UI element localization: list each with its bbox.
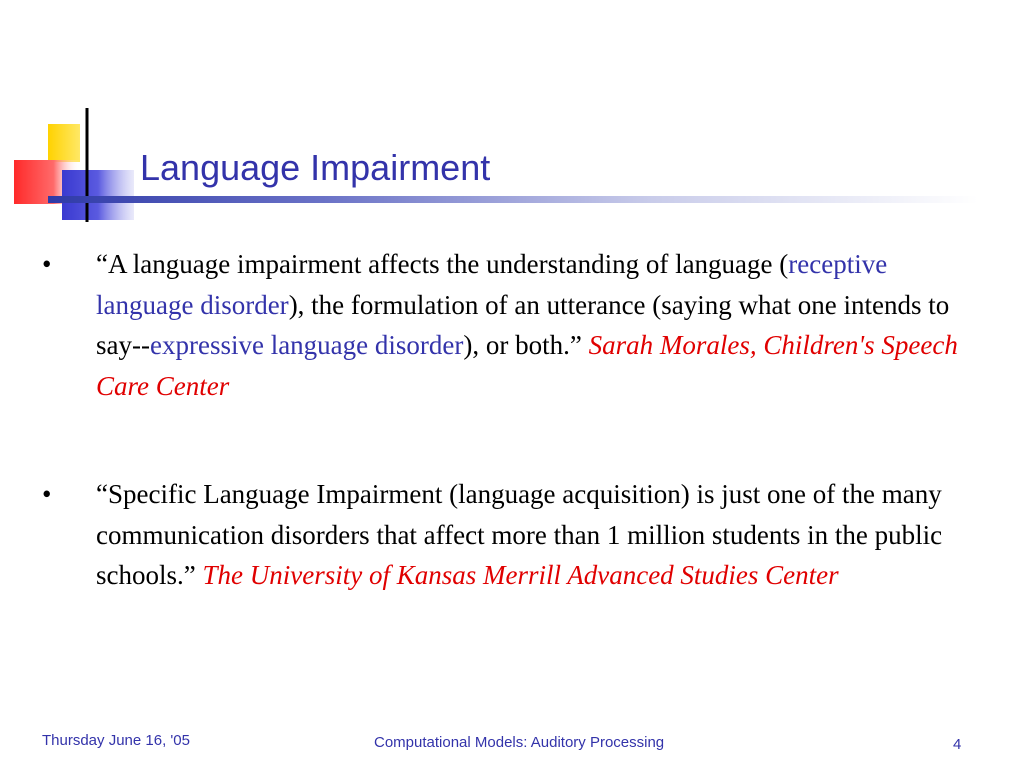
quote-text: “A language impairment affects the understanding of language (: [96, 249, 789, 279]
bullet-marker: •: [42, 479, 52, 509]
footer-date: Thursday June 16, '05: [42, 732, 190, 749]
quote-text: ), the formulation of an utterance (saying what one intends to say--: [96, 289, 950, 360]
citation-source: Sarah Morales, Children's Speech Care Center: [96, 330, 958, 401]
title-underline: [48, 196, 978, 203]
quote-text: ), or both.”: [463, 330, 589, 360]
term-highlight: receptive language disorder: [96, 249, 888, 320]
term-highlight: expressive language disorder: [149, 330, 464, 360]
slide-number: 4: [953, 736, 962, 753]
bullet-marker: •: [42, 249, 52, 279]
quote-text: “Specific Language Impairment (language acquisition) is just one of the many communication disorders that affect more than 1 million students in the public schools.”: [96, 479, 943, 590]
decorative-logo-icon: [0, 100, 150, 230]
bullet-list: [40, 244, 960, 596]
citation-source: The University of Kansas Merrill Advanced Studies Center: [202, 560, 839, 590]
footer-course-title: Computational Models: Auditory Processing: [374, 734, 665, 751]
slide-title: Language Impairment: [140, 147, 491, 188]
bullet-item-2: [40, 474, 960, 596]
bullet-item-1: [40, 244, 960, 406]
